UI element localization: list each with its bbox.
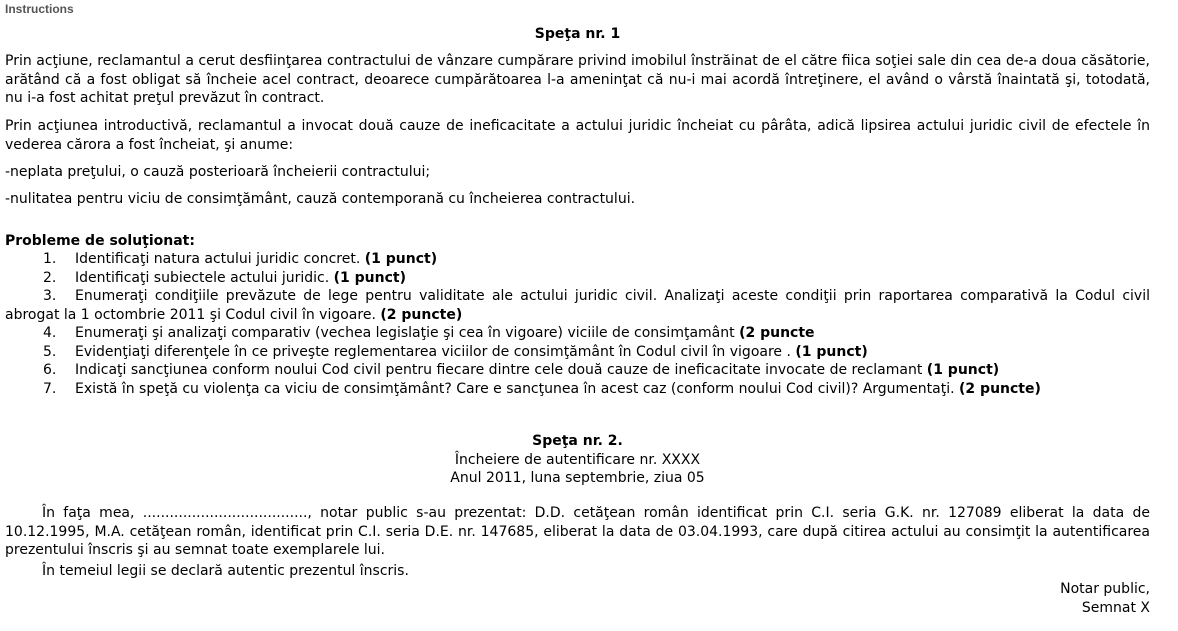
- problem-points: (2 puncte): [380, 306, 463, 323]
- problem-number: 7.: [43, 380, 57, 397]
- problem-points: (1 punct): [333, 269, 406, 286]
- case2-subtitle-date: Anul 2011, luna septembrie, ziua 05: [450, 470, 705, 486]
- problem-item: [5, 269, 1150, 288]
- case1-paragraph1: Prin acţiune, reclamantul a cerut desfiinţarea contractului de vânzare cumpărare privind imobilul înstrăinat de el către fiica soţiei sale din cea de-a doua căsătorie, arătând că a fost obligat să încheie acel contract, deoarece cumpărătoarea l-a ameninţat că nu-i mai acordă întreţinere, el având o vârstă înaintată şi, totodată, nu i-a fost achitat preţul prevăzut în contract.: [5, 53, 1150, 106]
- signature-line-title: Notar public,: [1060, 581, 1150, 597]
- problem-points: (1 punct): [926, 362, 1000, 378]
- case2-paragraph2: În temeiul legii se declară autentic prezentul înscris.: [42, 563, 409, 579]
- problem-item: [5, 380, 1150, 399]
- case1-bullet1: -neplata preţului, o cauză posterioară încheierii contractului;: [5, 164, 431, 180]
- problems-heading: Probleme de soluţionat:: [5, 233, 195, 249]
- problem-number: 5.: [43, 343, 57, 360]
- problem-item: [5, 361, 1150, 380]
- problem-item: [5, 343, 1150, 362]
- case2-header: [5, 432, 1150, 488]
- problem-number: 1.: [43, 251, 57, 267]
- case1-title: Speţa nr. 1: [534, 26, 621, 42]
- problem-text: Enumeraţi condiţiile prevăzute de lege pentru validitate ale actului juridic civil. Analizaţi aceste condiţii prin raportarea comparativă la Codul civil abrogat la 1 octombrie 2011 şi Codul civil în vigoare.: [5, 288, 1150, 323]
- problem-points: (2 puncte): [959, 380, 1041, 397]
- problem-text: Identificaţi subiectele actului juridic.: [75, 269, 334, 286]
- case1-bullet2: -nulitatea pentru viciu de consimţământ, cauză contemporană cu încheierea contractului.: [5, 191, 636, 207]
- problem-number: 3.: [43, 288, 57, 304]
- problem-points: (1 punct): [364, 251, 438, 267]
- problem-text: Indicaţi sancţiunea conform noului Cod civil pentru fiecare dintre cele două cauze de ineficacitate invocate de reclamant: [75, 362, 927, 378]
- problem-item: [5, 324, 1150, 343]
- problem-points: (1 punct): [795, 343, 868, 360]
- problems-list: [5, 250, 1150, 398]
- case1-paragraph2: Prin acţiunea introductivă, reclamantul a invocat două cauze de ineficacitate a actului juridic încheiat cu pârâta, adică lipsirea actului juridic civil de efectele în vederea cărora a fost încheiat, şi anume:: [5, 118, 1150, 153]
- problem-number: 6.: [43, 362, 57, 378]
- case2-subtitle-deed: Încheiere de autentificare nr. XXXX: [454, 451, 701, 468]
- case2-title: Speţa nr. 2.: [532, 433, 623, 449]
- problem-text: Enumeraţi şi analizaţi comparativ (vechea legislaţie şi cea în vigoare) viciile de consimţamânt: [75, 325, 740, 341]
- instructions-label: Instructions: [5, 2, 74, 16]
- problem-text: Identificaţi natura actului juridic concret.: [75, 251, 365, 267]
- signature-line-signed: Semnat X: [1081, 599, 1150, 616]
- problem-item: [5, 287, 1150, 324]
- problem-text: Există în speţă cu violenţa ca viciu de consimţământ? Care e sancţunea în acest caz (conform noului Cod civil)? Argumentaţi.: [75, 380, 960, 397]
- problem-text: Evidenţiaţi diferenţele în ce priveşte reglementarea viciilor de consimţământ în Codul civil în vigoare .: [75, 343, 796, 360]
- notary-signature: [1060, 580, 1150, 617]
- case2-paragraph1: În faţa mea, ....................................., notar public s-au prezentat: D.D. cetăţean român identificat prin C.I. seria G.K. nr. 127089 eliberat la data de 10.12.1995, M.A. cetăţean român, identificat prin C.I. seria D.E. nr. 147685, eliberat la data de 03.04.1993, care după citirea actului au consimţit la autentificarea prezentului înscris şi au semnat toate exemplarele lui.: [5, 505, 1150, 558]
- problem-item: [5, 250, 1150, 269]
- problem-number: 4.: [43, 325, 57, 341]
- problem-number: 2.: [43, 269, 57, 286]
- problem-points: (2 puncte: [739, 325, 815, 341]
